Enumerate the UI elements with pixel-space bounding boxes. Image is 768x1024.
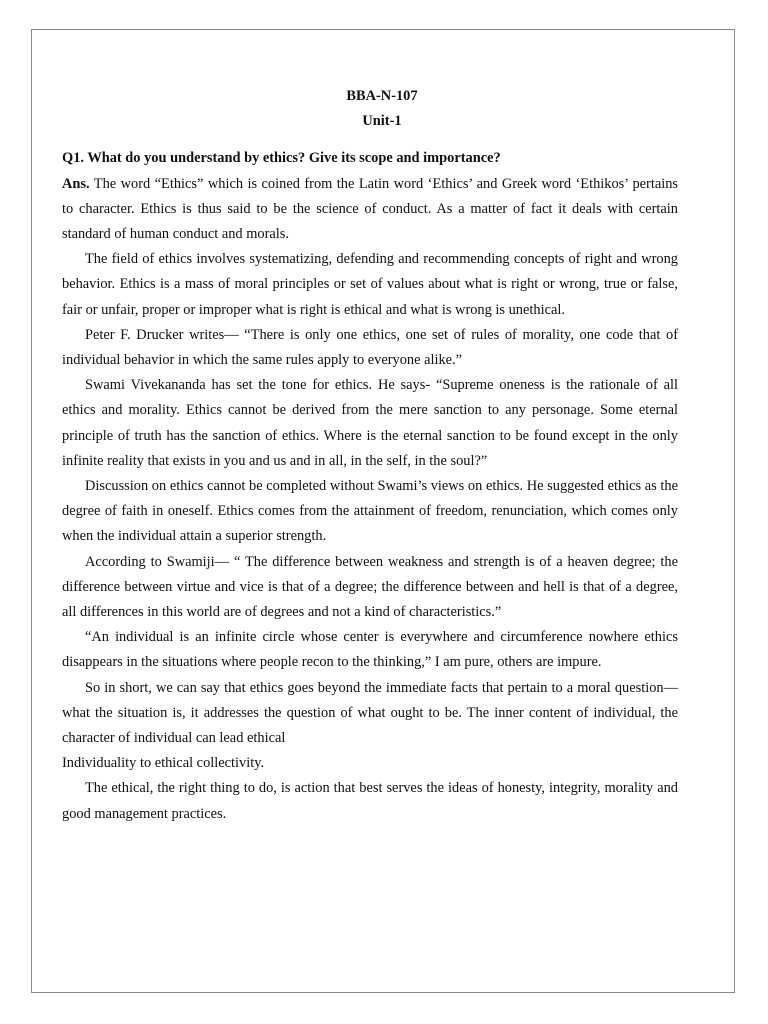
paragraph-infinite-circle: “An individual is an infinite circle whose center is everywhere and circumference nowhere ethics disappears in the situations where people recon to the thinking,” I am pure, others are impure. [62, 629, 678, 671]
paragraph-continuation: Individuality to ethical collectivity. [62, 755, 265, 772]
answer-label: Ans. [62, 175, 90, 192]
paragraph-swamiji-quote: According to Swamiji— “ The difference between weakness and strength is of a heaven degree; the difference between virtue and vice is that of a degree; the difference between and hell is that of a degree, all differences in this world are of degrees and not a kind of characteristics.” [62, 553, 678, 621]
answer-intro-paragraph [62, 172, 678, 248]
paragraph-vivekananda: Swami Vivekananda has set the tone for ethics. He says- “Supreme oneness is the rationale of all ethics and morality. Ethics cannot be derived from the mere sanction to any personage. Some eternal principle of truth has the sanction of ethics. Where is the eternal sanction to be found except in the only infinite reality that exists in you and us and in all, in the self, in the soul?” [62, 377, 678, 469]
paragraph-final: The ethical, the right thing to do, is action that best serves the ideas of honesty, integrity, morality and good management practices. [62, 780, 678, 822]
answer-intro-text: The word “Ethics” which is coined from the Latin word ‘Ethics’ and Greek word ‘Ethikos’ pertains to character. Ethics is thus said to be the science of conduct. As a matter of fact it deals with certain standard of human conduct and morals. [62, 175, 678, 243]
question-heading: Q1. What do you understand by ethics? Give its scope and importance? [62, 150, 501, 167]
paragraph-field-of-ethics: The field of ethics involves systematizing, defending and recommending concepts of right and wrong behavior. Ethics is a mass of moral principles or set of values about what is right or wrong, true or false, fair or unfair, proper or improper what is right is ethical and what is wrong is unethical. [62, 251, 678, 318]
unit-title: Unit-1 [362, 113, 402, 130]
course-code: BBA-N-107 [346, 88, 418, 104]
paragraph-in-short: So in short, we can say that ethics goes beyond the immediate facts that pertain to a moral question— what the situation is, it addresses the question of what ought to be. The inner content of individual, the character of individual can lead ethical [62, 679, 678, 747]
document-content [62, 84, 678, 827]
paragraph-drucker-quote: Peter F. Drucker writes— “There is only one ethics, one set of rules of morality, one code that of individual behavior in which the same rules apply to everyone alike.” [62, 326, 678, 369]
paragraph-swami-views: Discussion on ethics cannot be completed without Swami’s views on ethics. He suggested ethics as the degree of faith in oneself. Ethics comes from the attainment of freedom, renunciation, which comes only when the individual attain a superior strength. [62, 478, 678, 545]
